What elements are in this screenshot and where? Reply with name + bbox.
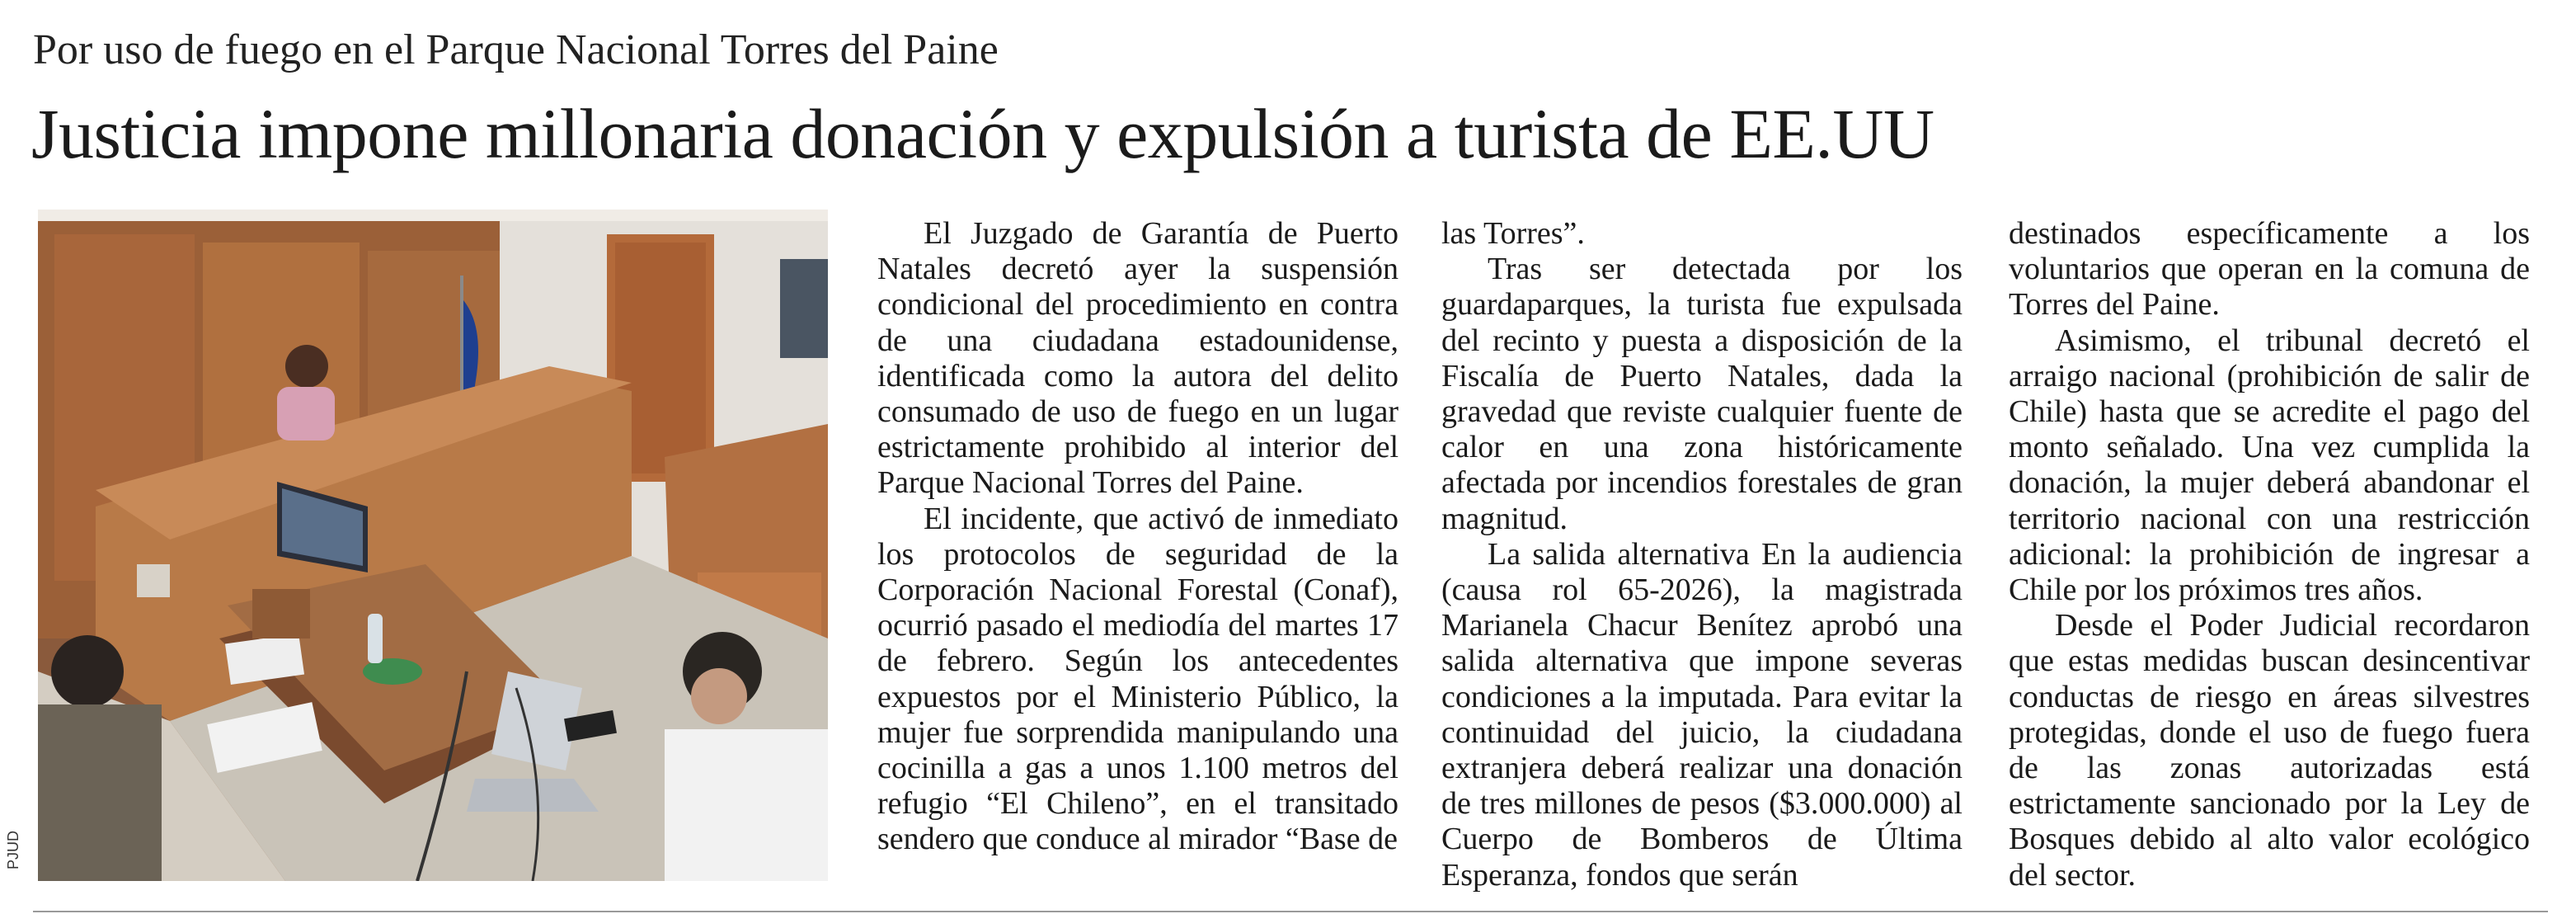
bottom-rule xyxy=(33,911,2548,912)
article-column-1 xyxy=(877,216,1398,858)
paragraph: El Juzgado de Garantía de Puerto Natales decretó ayer la suspensión condicional del procedimiento en contra de una ciudadana estadounidense, identificada como la autora del delito consumado de uso de fuego en un lugar estrictamente prohibido al interior del Parque Nacional Torres del Paine. xyxy=(877,216,1398,501)
courtroom-photo xyxy=(38,210,828,881)
courtroom-photo-illustration xyxy=(38,210,828,881)
article-column-3 xyxy=(2009,216,2530,893)
paragraph-continuation: las Torres”. xyxy=(1441,216,1585,251)
paragraph: Desde el Poder Judicial recordaron que estas medidas buscan desincentivar conductas de riesgo en áreas silvestres protegidas, donde el uso de fuego fuera de las zonas autorizadas está estrictamente sancionado por la Ley de Bosques debido al alto valor ecológico del sector. xyxy=(2009,608,2530,893)
paragraph: Tras ser detectada por los guardaparques, la turista fue expulsada del recinto y puesta a disposición de la Fiscalía de Puerto Natales, dada la gravedad que reviste cualquier fuente de calor en una zona históricamente afectada por incendios forestales de gran magnitud. xyxy=(1441,252,1963,536)
paragraph: El incidente, que activó de inmediato los protocolos de seguridad de la Corporación Nacional Forestal (Conaf), ocurrió pasado el mediodía del martes 17 de febrero. Según los antecedentes expuestos por el Ministerio Público, la mujer fue sorprendida manipulando una cocinilla a gas a unos 1.100 metros del refugio “El Chileno”, en el transitado sendero que conduce al mirador “Base de xyxy=(877,501,1398,857)
paragraph: La salida alternativa En la audiencia (causa rol 65-2026), la magistrada Marianela Chacur Benítez aprobó una salida alternativa que impone severas condiciones a la imputada. Para evitar la continuidad del juicio, la ciudadana extranjera deberá realizar una donación de tres millones de pesos ($3.000.000) al Cuerpo de Bomberos de Última Esperanza, fondos que serán xyxy=(1441,536,1963,893)
article-headline: Justicia impone millonaria donación y expulsión a turista de EE.UU xyxy=(31,94,1934,173)
article-kicker: Por uso de fuego en el Parque Nacional Torres del Paine xyxy=(33,26,999,73)
article-column-2 xyxy=(1441,216,1963,893)
paragraph-continuation: destinados específicamente a los voluntarios que operan en la comuna de Torres del Paine. xyxy=(2009,216,2530,323)
photo-credit: PJUD xyxy=(5,830,21,869)
paragraph: Asimismo, el tribunal decretó el arraigo nacional (prohibición de salir de Chile) hasta que se acredite el pago del monto señalado. Una vez cumplida la donación, la mujer deberá abandonar el territorio nacional con una restricción adicional: la prohibición de ingresar a Chile por los próximos tres años. xyxy=(2009,323,2530,608)
